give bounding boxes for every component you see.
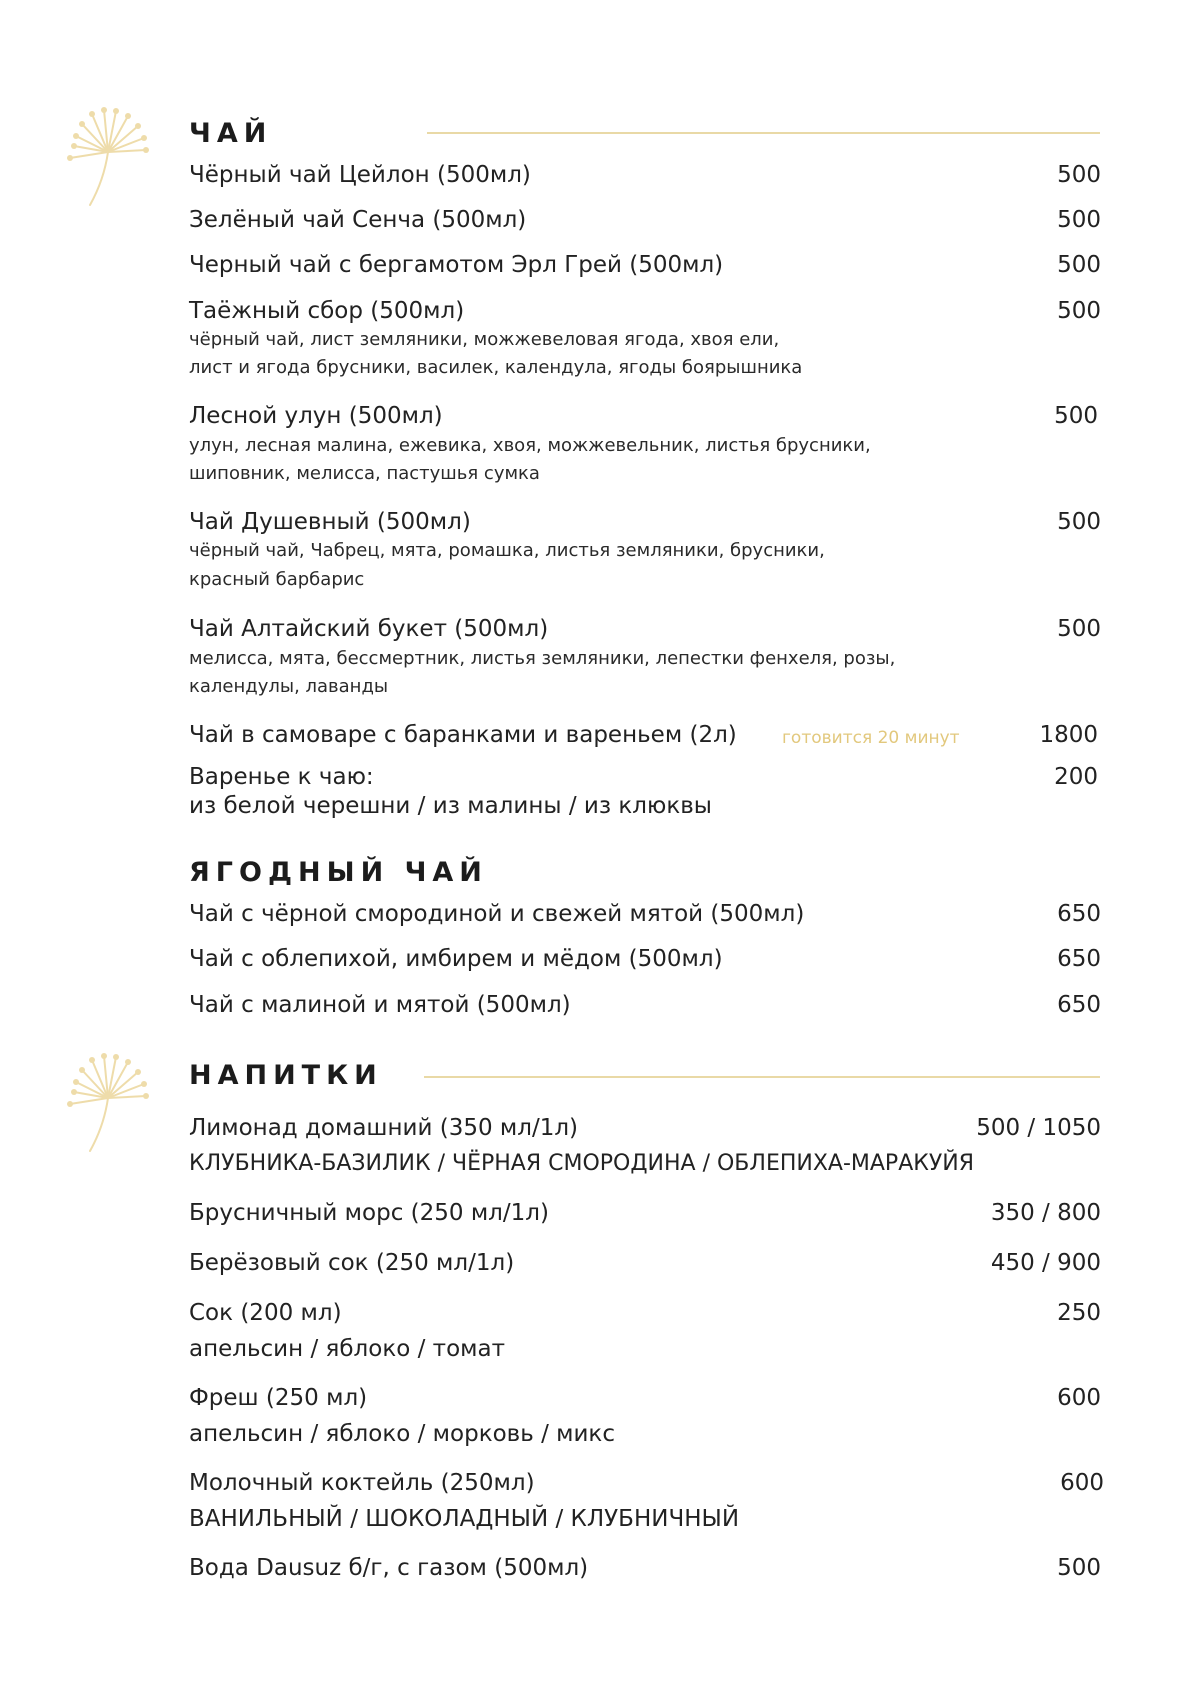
menu-item-price: 500 / 1050 [976, 1115, 1101, 1141]
menu-item-name: Молочный коктейль (250мл) [189, 1470, 535, 1496]
menu-item-name: Варенье к чаю: [189, 764, 374, 790]
menu-item-price: 350 / 800 [990, 1200, 1101, 1226]
menu-item-name: Чёрный чай Цейлон (500мл) [189, 162, 531, 188]
menu-item-price: 600 [1060, 1470, 1104, 1496]
section-title-berry-tea: ЯГОДНЫЙ ЧАЙ [189, 857, 488, 888]
menu-item-name: Черный чай с бергамотом Эрл Грей (500мл) [189, 252, 724, 278]
menu-item-price: 650 [1057, 946, 1101, 972]
menu-item-price: 450 / 900 [990, 1250, 1101, 1276]
menu-item-name: Фреш (250 мл) [189, 1385, 368, 1411]
menu-item-options: апельсин / яблоко / морковь / микс [189, 1421, 615, 1447]
menu-item-description: чёрный чай, Чабрец, мята, ромашка, листья земляники, брусники, [189, 540, 825, 561]
menu-item-price: 500 [1057, 509, 1101, 535]
menu-item-name: Лимонад домашний (350 мл/1л) [189, 1115, 579, 1141]
menu-item-description: календулы, лаванды [189, 676, 389, 697]
menu-item-price: 650 [1057, 901, 1101, 927]
section-title-tea: ЧАЙ [189, 118, 273, 149]
menu-item-price: 500 [1054, 403, 1098, 429]
menu-item-name: Чай в самоваре с баранками и вареньем (2л) [189, 722, 737, 748]
menu-item-description: шиповник, мелисса, пастушья сумка [189, 463, 540, 484]
menu-item-price: 250 [1057, 1300, 1101, 1326]
dandelion-icon [52, 100, 162, 210]
menu-item-options: КЛУБНИКА-БАЗИЛИК / ЧЁРНАЯ СМОРОДИНА / ОБЛЕПИХА-МАРАКУЙЯ [189, 1151, 975, 1176]
menu-item-price: 500 [1057, 162, 1101, 188]
section-divider [424, 1076, 1100, 1078]
menu-item-name: Лесной улун (500мл) [189, 403, 443, 429]
menu-item-name: Зелёный чай Сенча (500мл) [189, 207, 527, 233]
menu-item-name: Чай с малиной и мятой (500мл) [189, 992, 571, 1018]
menu-item-description: лист и ягода брусники, василек, календула, ягоды боярышника [189, 357, 803, 378]
section-divider [427, 132, 1100, 134]
menu-item-price: 200 [1054, 764, 1098, 790]
menu-item-name: Чай Душевный (500мл) [189, 509, 471, 535]
menu-item-name: Чай с облепихой, имбирем и мёдом (500мл) [189, 946, 723, 972]
menu-item-price: 500 [1057, 298, 1101, 324]
menu-item-name: Брусничный морс (250 мл/1л) [189, 1200, 549, 1226]
dandelion-icon [52, 1046, 162, 1156]
menu-item-name: Чай с чёрной смородиной и свежей мятой (500мл) [189, 901, 805, 927]
menu-item-options: апельсин / яблоко / томат [189, 1336, 505, 1362]
menu-item-description: красный барбарис [189, 569, 365, 590]
menu-item-name: Сок (200 мл) [189, 1300, 342, 1326]
menu-item-description: улун, лесная малина, ежевика, хвоя, можжевельник, листья брусники, [189, 435, 871, 456]
section-title-drinks: НАПИТКИ [189, 1060, 383, 1091]
menu-item-note: готовится 20 минут [782, 728, 960, 748]
menu-item-price: 600 [1057, 1385, 1101, 1411]
menu-item-price: 650 [1057, 992, 1101, 1018]
menu-item-price: 500 [1057, 207, 1101, 233]
menu-item-price: 1800 [1039, 722, 1098, 748]
menu-item-price: 500 [1057, 1555, 1101, 1581]
menu-item-name: Берёзовый сок (250 мл/1л) [189, 1250, 515, 1276]
menu-item-description: чёрный чай, лист земляники, можжевеловая ягода, хвоя ели, [189, 329, 780, 350]
menu-item-name: Таёжный сбор (500мл) [189, 298, 465, 324]
menu-item-options: ВАНИЛЬНЫЙ / ШОКОЛАДНЫЙ / КЛУБНИЧНЫЙ [189, 1506, 740, 1532]
menu-item-name: Вода Dausuz б/г, с газом (500мл) [189, 1555, 589, 1581]
menu-item-description: мелисса, мята, бессмертник, листья земляники, лепестки фенхеля, розы, [189, 648, 896, 669]
menu-item-price: 500 [1057, 252, 1101, 278]
menu-item-options: из белой черешни / из малины / из клюквы [189, 793, 712, 819]
menu-item-price: 500 [1057, 616, 1101, 642]
menu-item-name: Чай Алтайский букет (500мл) [189, 616, 549, 642]
